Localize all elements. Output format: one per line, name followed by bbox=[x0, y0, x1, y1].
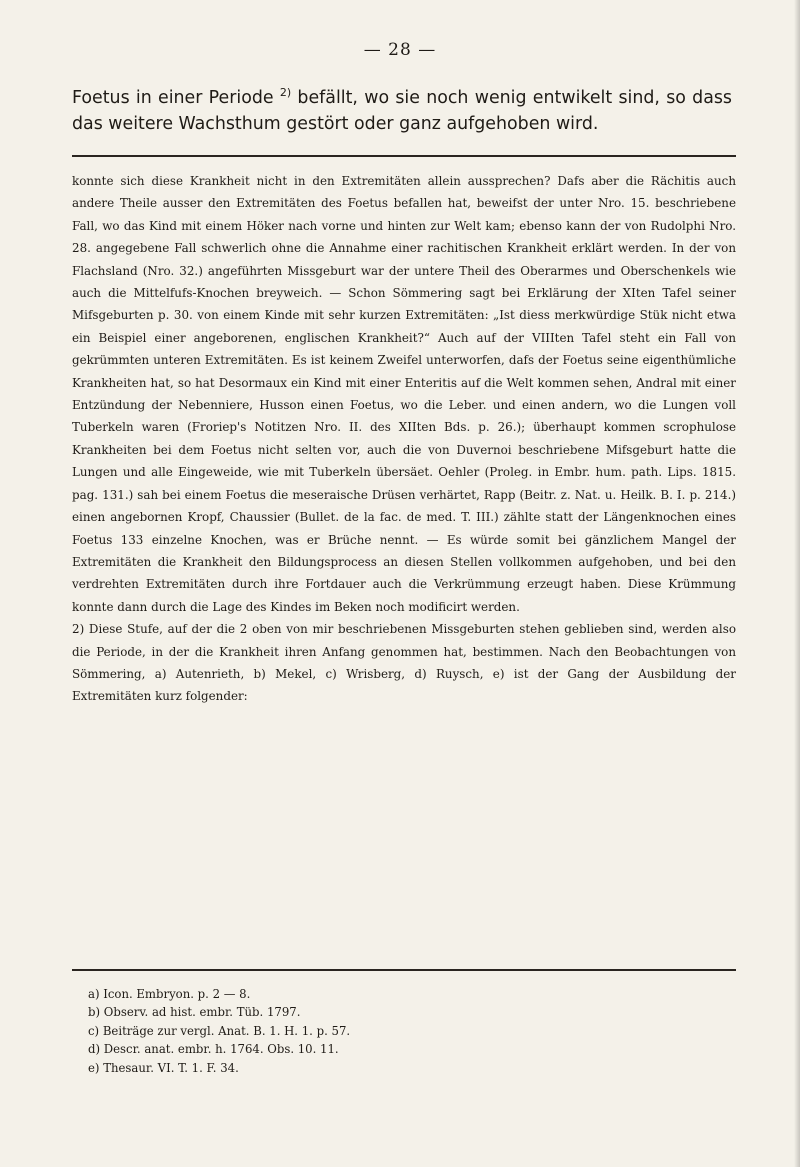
section-heading bbox=[72, 80, 732, 137]
body-text bbox=[72, 170, 736, 708]
footnote-b: b) Observ. ad hist. embr. Tüb. 1797. bbox=[88, 1005, 301, 1020]
heading-text-start: Foetus in einer Periode bbox=[72, 87, 280, 108]
top-divider bbox=[72, 155, 736, 157]
footnote-d: d) Descr. anat. embr. h. 1764. Obs. 10. 11. bbox=[88, 1042, 339, 1057]
paragraph-main: konnte sich diese Krankheit nicht in den Extremitäten allein aussprechen? Dafs aber die Rächitis auch andere Theile ausser den Extremitäten des Foetus befallen hat, beweifst der unter Nro. 15. beschriebene Fall, wo das Kind mit einem Höker nach vorne und hinten zur Welt kam; ebenso kann der von Rudolphi Nro. 28. angegebene Fall schwerlich ohne die Annahme einer rachitischen Krankheit erklärt werden. In der von Flachsland (Nro. 32.) angeführten Missgeburt war der untere Theil des Oberarmes und Oberschenkels wie auch die Mittelfufs-Knochen breyweich. — Schon Sömmering sagt bei Erklärung der XIten Tafel seiner Mifsgeburten p. 30. von einem Kinde mit sehr kurzen Extremitäten: „Ist diess merkwürdige Stük nicht etwa ein Beispiel einer angeborenen, englischen Krankheit?“ Auch auf der VIIIten Tafel steht ein Fall von gekrümmten unteren Extremitäten. Es ist keinem Zweifel unterworfen, dafs der Foetus seine eigenthümliche Krankheiten hat, so hat Desormaux ein Kind mit einer Enteritis auf die Welt kommen sehen, Andral mit einer Entzündung der Nebenniere, Husson einen Foetus, wo die Leber. und einen andern, wo die Lungen voll Tuberkeln waren (Froriep's Notitzen Nro. II. des XIIten Bds. p. 26.); überhaupt kommen scrophulose Krankheiten bei dem Foetus nicht selten vor, auch die von Duvernoi beschriebene Mifsgeburt hatte die Lungen und alle Eingeweide, wie mit Tuberkeln übersäet. Oehler (Proleg. in Embr. hum. path. Lips. 1815. pag. 131.) sah bei einem Foetus die meseraische Drüsen verhärtet, Rapp (Beitr. z. Nat. u. Heilk. B. I. p. 214.) einen angebornen Kropf, Chaussier (Bullet. de la fac. de med. T. III.) zählte statt der Längenknochen eines Foetus 133 einzelne Knochen, was er Brüche nennt. — Es würde somit bei gänzlichem Mangel der Extremitäten die Krankheit den Bildungsprocess an diesen Stellen vollkommen aufgehoben, und bei den verdrehten Extremitäten durch ihre Fortdauer auch die Verkrümmung erzeugt haben. Diese Krümmung konnte dann durch die Lage des Kindes im Beken noch modificirt werden. bbox=[72, 174, 736, 614]
footnote-e: e) Thesaur. VI. T. 1. F. 34. bbox=[88, 1060, 239, 1075]
page-number: — 28 — bbox=[363, 40, 437, 60]
heading-footnote-mark: 2) bbox=[279, 86, 292, 99]
footnote-list bbox=[88, 985, 608, 1077]
page-edge-shadow bbox=[794, 0, 800, 1167]
footnote-divider bbox=[72, 969, 736, 971]
paragraph-footnote-2: 2) Diese Stufe, auf der die 2 oben von mir beschriebenen Missgeburten stehen geblieben sind, werden also die Periode, in der die Krankheit ihren Anfang genommen hat, bestimmen. Nach den Beobachtungen von Sömmering, a) Autenrieth, b) Mekel, c) Wrisberg, d) Ruysch, e) ist der Gang der Ausbildung der Extremitäten kurz folgender: bbox=[72, 622, 736, 704]
heading-text-end: befällt, wo sie noch wenig entwikelt sind, so dass das weitere Wachsthum gestört oder ganz aufgehoben wird. bbox=[72, 87, 732, 134]
footnote-c: c) Beiträge zur vergl. Anat. B. 1. H. 1. p. 57. bbox=[88, 1023, 351, 1038]
footnote-a: a) Icon. Embryon. p. 2 — 8. bbox=[88, 987, 251, 1001]
